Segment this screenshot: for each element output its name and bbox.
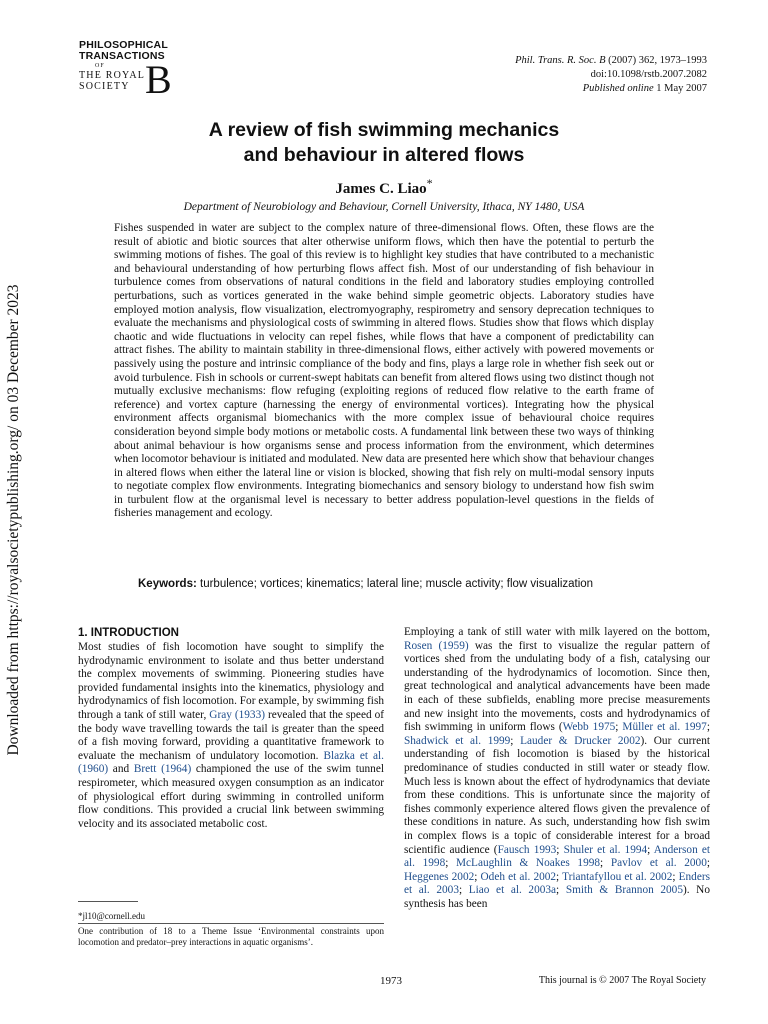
keywords <box>138 578 593 590</box>
column-left <box>78 626 384 831</box>
ref-enders-2003[interactable]: Enders et al. 2003 <box>404 870 710 897</box>
ref-pavlov-2000[interactable]: Pavlov et al. 2000 <box>610 857 707 870</box>
affiliation: Department of Neurobiology and Behaviour, Cornell University, Ithaca, NY 1480, USA <box>183 201 585 213</box>
ref-lauder-2002[interactable]: Lauder & Drucker 2002 <box>520 734 641 747</box>
article-title <box>0 118 768 168</box>
ref-muller-1997[interactable]: Müller et al. 1997 <box>622 721 707 734</box>
year-volume: (2007) 362, 1973–1993 <box>608 55 707 66</box>
author <box>0 176 768 198</box>
logo-series-letter: B <box>145 57 172 102</box>
published-label: Published online <box>582 83 654 94</box>
column-right <box>404 626 710 911</box>
footnote-divider <box>78 923 384 924</box>
ref-blazka-1960[interactable]: Blazka et al. (1960) <box>78 749 384 776</box>
ref-heggenes-2002[interactable]: Heggenes 2002 <box>404 870 475 883</box>
author-footnote-mark: * <box>426 176 433 190</box>
ref-odeh-2002[interactable]: Odeh et al. 2002 <box>480 870 557 883</box>
copyright: This journal is © 2007 The Royal Society <box>538 975 706 986</box>
page-number: 1973 <box>380 975 402 987</box>
publisher-logo <box>79 40 179 100</box>
ref-shadwick-1999[interactable]: Shadwick et al. 1999 <box>404 734 511 747</box>
title-line-2: and behaviour in altered flows <box>243 144 525 166</box>
ref-brett-1964[interactable]: Brett (1964) <box>133 763 192 776</box>
journal-name: Phil. Trans. R. Soc. B <box>515 55 606 66</box>
keywords-label: Keywords: <box>138 578 197 590</box>
doi[interactable]: doi:10.1098/rstb.2007.2082 <box>590 69 707 80</box>
published-date: 1 May 2007 <box>656 83 707 94</box>
author-name: James C. Liao <box>335 181 427 197</box>
logo-of: OF <box>95 63 105 69</box>
keywords-list: turbulence; vortices; kinematics; lateral line; muscle activity; flow visualization <box>200 578 594 590</box>
citation-block <box>515 54 707 96</box>
ref-shuler-1994[interactable]: Shuler et al. 1994 <box>563 843 648 856</box>
theme-issue-note: One contribution of 18 to a Theme Issue ‘Environmental constraints upon locomotion and predator–prey interactions in aquatic organisms’. <box>78 926 384 947</box>
ref-liao-2003a[interactable]: Liao et al. 2003a <box>468 884 557 897</box>
author-email[interactable]: *jl10@cornell.edu <box>78 911 146 921</box>
logo-line-2: TRANSACTIONS <box>79 50 165 62</box>
ref-fausch-1993[interactable]: Fausch 1993 <box>497 843 557 856</box>
logo-line-1: PHILOSOPHICAL <box>79 39 168 51</box>
abstract: Fishes suspended in water are subject to the complex nature of three-dimensional flows. Often, these flows are the result of abiotic and biotic sources that alter otherwise uniform flows, which then have the potential to perturb the swimming motions of fishes. The goal of this review is to highlight key studies that have contributed to a mechanistic and behavioural understanding of how perturbing flows affect fish. Most of our understanding of fish behaviour in turbulence comes from observations of natural conditions in the field and laboratory studies employing controlled perturbations, such as vortices generated in the wake behind simple geometric objects. Laboratory studies have employed motion analysis, flow visualization, electromyography, respirometry and sensory deprecation techniques to evaluate the mechanisms and physiological costs of swimming in altered flows. Studies show that flows which display chaotic and wide fluctuations in velocity can repel fishes, while flows that have a component of predictability can attract fishes. The ability to maintain stability in three-dimensional flows, either actively with powered movements or passively using the posture and intrinsic compliance of the body and fins, plays a large role in whether fish seek out or avoid turbulence. Fish in schools or current-swept habitats can benefit from altered flows using two distinct though not mutually exclusive mechanisms: flow refuging (exploiting regions of reduced flow relative to the earth frame of reference) and vortex capture (harnessing the energy of environmental vortices). Integrating how the physical environment affects organismal biomechanics with the more complex issue of behavioural choice requires consideration beyond simple body motions or metabolic costs. A fundamental link between these two ways of thinking about animal behaviour is how organisms sense and process information from the environment, which determines when locomotor behaviour is initiated and modulated. New data are presented here which show that behaviour changes in altered flows when either the lateral line or vision is blocked, showing that fish rely on multi-modal sensory inputs to negotiate complex flow environments. Integrating biomechanics and sensory biology to understand how fish swim in turbulent flow at the organismal level is necessary to better address population-level questions in the fields of fisheries management and ecology. <box>114 222 654 520</box>
intro-paragraph: Most studies of fish locomotion have sought to simplify the hydrodynamic environment to isolate and thus better understand the complex movements of swimming. Pioneering studies have provided fundamental insights into the kinematics, physiology and hydrodynamics of fish locomotion. For example, by swimming fish through a tank of still water, Gray (1933) revealed that the speed of the body wave travelling towards the tail is greater than the speed of a fish moving forward, providing a quantitative framework to evaluate the mechanism of undulatory locomotion. Blazka et al. (1960) and Brett (1964) championed the use of the swim tunnel respirometer, which measured oxygen consumption as an indicator of physiological effort during swimming in controlled uniform flow conditions. This provided a crucial link between swimming velocity and its associated metabolic cost. <box>78 641 385 830</box>
col2-paragraph: Employing a tank of still water with milk layered on the bottom, Rosen (1959) was the first to visualize the regular pattern of vortices shed from the undulating body of a fish, catalysing our understanding of the hydrodynamics of locomotion. Since then, great technological and analytical advancements have been made in each of these subfields, enabling more precise measurements and new insight into the movements, costs and hydrodynamics of fish swimming in uniform flows (Webb 1975; Müller et al. 1997; Shadwick et al. 1999; Lauder & Drucker 2002). Our current understanding of fish locomotion is biased by the historical predominance of studies conducted in still water or steady flow. Much less is known about the effect of hydrodynamics that deviate from these conditions. This is unfortunate since the majority of fishes commonly experience altered flows given the prevalence of these conditions in nature. As such, understanding how fish swim in complex flows is a topic of considerable interest for a broad scientific audience (Fausch 1993; Shuler et al. 1994; Anderson et al. 1998; McLaughlin & Noakes 1998; Pavlov et al. 2000; Heggenes 2002; Odeh et al. 2002; Triantafyllou et al. 2002; Enders et al. 2003; Liao et al. 2003a; Smith & Brannon 2005). No synthesis has been <box>404 626 710 910</box>
download-watermark: Downloaded from https://royalsocietypublishing.org/ on 03 December 2023 <box>5 284 22 756</box>
logo-line-4: SOCIETY <box>79 81 130 92</box>
ref-rosen-1959[interactable]: Rosen (1959) <box>404 639 469 652</box>
footnote-rule <box>78 901 138 902</box>
ref-webb-1975[interactable]: Webb 1975 <box>562 721 616 734</box>
ref-mclaughlin-1998[interactable]: McLaughlin & Noakes 1998 <box>456 857 601 870</box>
title-line-1: A review of fish swimming mechanics <box>208 119 560 141</box>
ref-anderson-1998[interactable]: Anderson et al. 1998 <box>404 843 710 870</box>
ref-smith-2005[interactable]: Smith & Brannon 2005 <box>565 884 683 897</box>
ref-gray-1933[interactable]: Gray (1933) <box>209 708 265 721</box>
ref-triantafyllou-2002[interactable]: Triantafyllou et al. 2002 <box>562 870 673 883</box>
section-heading: 1. INTRODUCTION <box>78 627 179 639</box>
logo-line-3: THE ROYAL <box>79 70 146 81</box>
